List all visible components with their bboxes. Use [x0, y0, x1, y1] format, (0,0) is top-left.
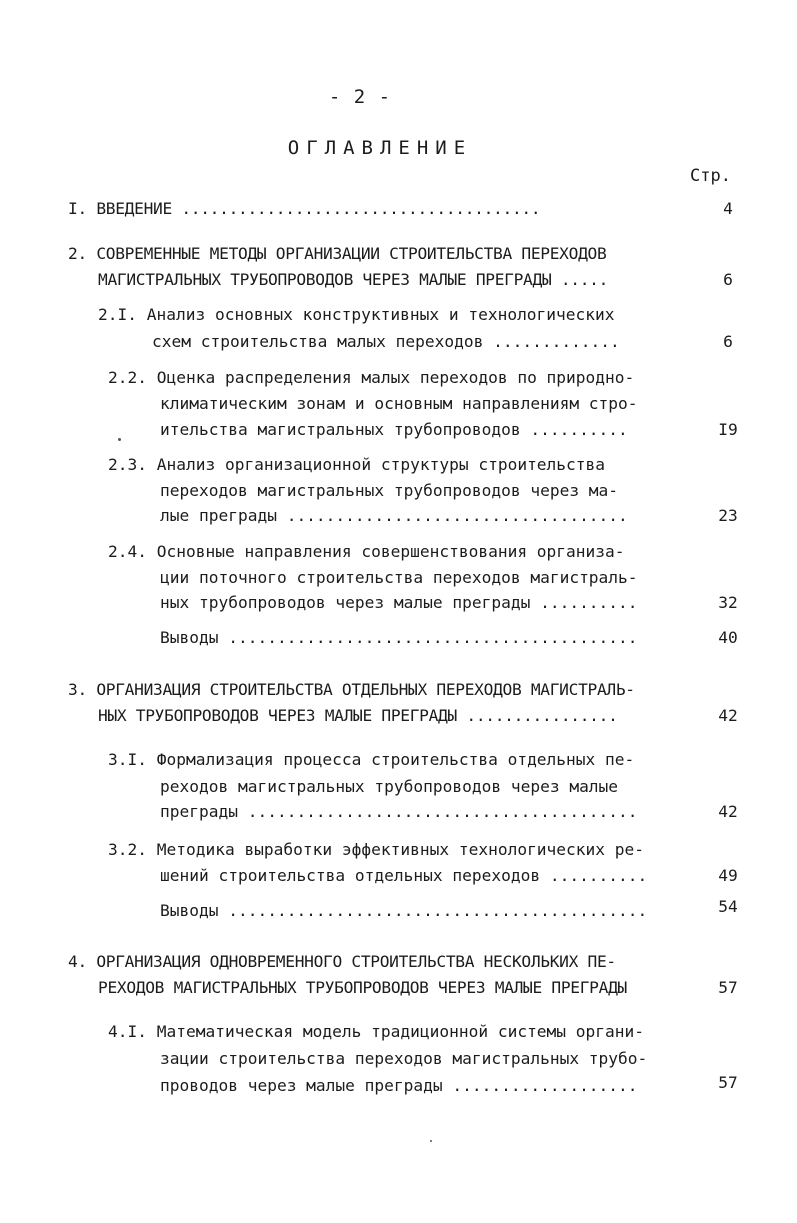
scan-speck: [430, 1140, 432, 1142]
toc-line: Выводы ..........................................: [160, 628, 638, 647]
toc-line: РЕХОДОВ МАГИСТРАЛЬНЫХ ТРУБОПРОВОДОВ ЧЕРЕЗ МАЛЫЕ ПРЕГРАДЫ: [98, 978, 627, 997]
toc-line: ных трубопроводов через малые преграды ..........: [160, 593, 638, 612]
toc-line: 2. СОВРЕМЕННЫЕ МЕТОДЫ ОРГАНИЗАЦИИ СТРОИТЕЛЬСТВА ПЕРЕХОДОВ: [68, 244, 607, 263]
toc-line: ции поточного строительства переходов магистраль-: [160, 568, 638, 587]
toc-page-number: 42: [718, 706, 738, 725]
toc-line: НЫХ ТРУБОПРОВОДОВ ЧЕРЕЗ МАЛЫЕ ПРЕГРАДЫ ................: [98, 706, 618, 725]
toc-page-number: 23: [718, 506, 738, 525]
toc-line: шений строительства отдельных переходов ..........: [160, 866, 648, 885]
toc-page-number: I9: [718, 420, 738, 439]
toc-line: преграды ........................................: [160, 802, 638, 821]
toc-line: реходов магистральных трубопроводов через малые: [160, 777, 619, 796]
toc-line: 2.I. Анализ основных конструктивных и технологических: [98, 305, 615, 324]
toc-line: схем строительства малых переходов .............: [152, 332, 620, 351]
toc-page-number: 57: [718, 1073, 738, 1092]
toc-line: зации строительства переходов магистральных трубо-: [160, 1049, 648, 1068]
toc-page-number: 6: [723, 332, 733, 351]
toc-page-number: 32: [718, 593, 738, 612]
toc-line: I. ВВЕДЕНИЕ ......................................: [68, 199, 541, 218]
toc-line: 2.2. Оценка распределения малых переходов по природно-: [108, 368, 635, 387]
toc-line: переходов магистральных трубопроводов через ма-: [160, 481, 619, 500]
toc-title: ОГЛАВЛЕНИЕ: [287, 137, 473, 159]
toc-line: МАГИСТРАЛЬНЫХ ТРУБОПРОВОДОВ ЧЕРЕЗ МАЛЫЕ ПРЕГРАДЫ .....: [98, 270, 609, 289]
toc-line: лые преграды ...................................: [160, 506, 628, 525]
toc-page-number: 42: [718, 802, 738, 821]
toc-line: 3. ОРГАНИЗАЦИЯ СТРОИТЕЛЬСТВА ОТДЕЛЬНЫХ ПЕРЕХОДОВ МАГИСТРАЛЬ-: [68, 680, 635, 699]
toc-page-number: 6: [723, 270, 733, 289]
toc-page-number: 49: [718, 866, 738, 885]
toc-line: 3.I. Формализация процесса строительства отдельных пе-: [108, 750, 635, 769]
toc-line: 4. ОРГАНИЗАЦИЯ ОДНОВРЕМЕННОГО СТРОИТЕЛЬСТВА НЕСКОЛЬКИХ ПЕ-: [68, 952, 616, 971]
toc-line: климатическим зонам и основным направлениям стро-: [160, 394, 638, 413]
toc-page-number: 40: [718, 628, 738, 647]
toc-line: проводов через малые преграды ...................: [160, 1076, 638, 1095]
page-column-header: Стр.: [690, 166, 731, 186]
scan-speck: [118, 438, 121, 441]
toc-page-number: 54: [718, 897, 738, 916]
toc-line: Выводы ...........................................: [160, 901, 648, 920]
toc-line: 2.3. Анализ организационной структуры строительства: [108, 455, 606, 474]
toc-line: 4.I. Математическая модель традиционной системы органи-: [108, 1022, 645, 1041]
toc-line: 3.2. Методика выработки эффективных технологических ре-: [108, 840, 645, 859]
toc-page-number: 57: [718, 978, 738, 997]
toc-line: ительства магистральных трубопроводов ..........: [160, 420, 628, 439]
toc-line: 2.4. Основные направления совершенствования организа-: [108, 542, 625, 561]
toc-page-number: 4: [723, 199, 733, 218]
page-number: - 2 -: [328, 86, 392, 108]
